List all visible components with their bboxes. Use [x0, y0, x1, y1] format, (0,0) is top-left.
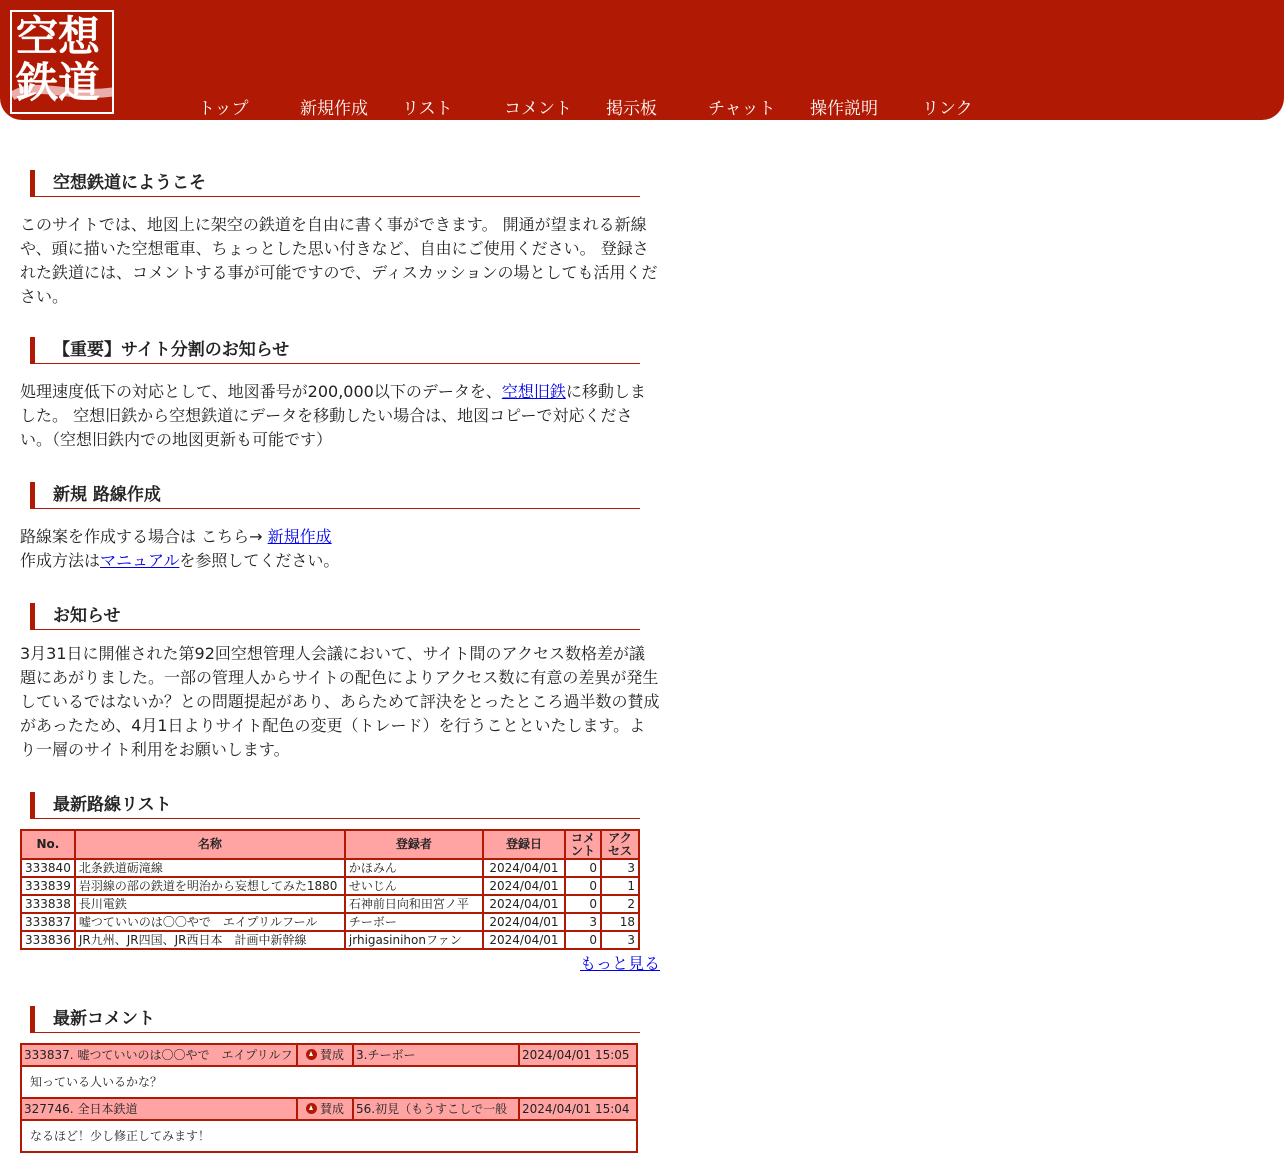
comment-user[interactable]: 56.初見（もうすこしで一般 — [353, 1098, 519, 1120]
news-heading: お知らせ — [30, 603, 640, 630]
route-name[interactable]: JR九州、JR四国、JR西日本 計画中新幹線 — [75, 931, 345, 949]
comment-header-row[interactable] — [21, 1098, 637, 1120]
route-date: 2024/04/01 — [483, 913, 565, 931]
nav-new[interactable]: 新規作成 — [300, 99, 368, 119]
agree-icon — [306, 1049, 317, 1060]
agree-icon — [306, 1103, 317, 1114]
site-header — [0, 0, 1284, 120]
route-user[interactable]: かほみん — [345, 859, 483, 877]
route-user[interactable]: 石神前日向和田宮ノ平 — [345, 895, 483, 913]
latest-routes-table — [20, 829, 640, 950]
nav-list[interactable]: リスト — [402, 99, 453, 119]
logo-text — [16, 14, 112, 106]
route-user[interactable]: チーボー — [345, 913, 483, 931]
split-notice-section — [20, 337, 660, 452]
route-comment-count: 0 — [565, 877, 601, 895]
latest-comments-section — [20, 1006, 660, 1153]
route-access-count: 3 — [601, 859, 639, 877]
col-no: No. — [21, 830, 75, 859]
new-route-line2-before: 作成方法は — [20, 551, 101, 570]
route-name[interactable]: 岩羽線の部の鉄道を明治から妄想してみた1880 — [75, 877, 345, 895]
latest-comments-heading: 最新コメント — [30, 1006, 640, 1033]
col-name: 名称 — [75, 830, 345, 859]
route-name[interactable]: 嘘つていいのは〇〇やで エイプリルフール — [75, 913, 345, 931]
comment-route[interactable]: 327746. 全日本鉄道 — [21, 1098, 297, 1120]
comment-vote — [297, 1098, 353, 1120]
comment-vote — [297, 1044, 353, 1066]
table-row[interactable] — [21, 931, 639, 949]
manual-link[interactable]: マニュアル — [100, 551, 180, 570]
nav-chat[interactable]: チャット — [708, 99, 776, 119]
comment-vote-label: 賛成 — [319, 1102, 344, 1116]
logo-line-1: 空想 — [16, 12, 101, 61]
new-route-heading: 新規 路線作成 — [30, 482, 640, 509]
news-section — [20, 603, 660, 762]
route-comment-count: 0 — [565, 895, 601, 913]
comment-user[interactable]: 3.チーボー — [353, 1044, 519, 1066]
nav-board[interactable]: 掲示板 — [606, 99, 657, 119]
nav-manual[interactable]: 操作説明 — [810, 99, 878, 119]
comment-date: 2024/04/01 15:05 — [519, 1044, 637, 1066]
nav-top[interactable]: トップ — [198, 99, 249, 119]
comment-route[interactable]: 333837. 嘘つていいのは〇〇やで エイプリルフ — [21, 1044, 297, 1066]
split-notice-text-before: 処理速度低下の対応として、地図番号が200,000以下のデータを、 — [20, 382, 502, 401]
route-date: 2024/04/01 — [483, 859, 565, 877]
nav-links[interactable]: リンク — [922, 99, 973, 119]
route-date: 2024/04/01 — [483, 877, 565, 895]
split-notice-text-after: に移動しました。 空想旧鉄から空想鉄道にデータを移動したい場合は、地図コピーで対応ください。（空想旧鉄内での地図更新も可能です） — [20, 382, 646, 449]
welcome-heading: 空想鉄道にようこそ — [30, 170, 640, 197]
new-route-section — [20, 482, 660, 573]
comment-date: 2024/04/01 15:04 — [519, 1098, 637, 1120]
route-no: 333838 — [21, 895, 75, 913]
main-nav — [198, 98, 1024, 120]
route-date: 2024/04/01 — [483, 895, 565, 913]
routes-header-row — [21, 830, 639, 859]
route-comment-count: 0 — [565, 859, 601, 877]
comment-vote-label: 賛成 — [319, 1048, 344, 1062]
col-access: アク セス — [601, 830, 639, 859]
latest-comments-table — [20, 1043, 638, 1153]
route-user[interactable]: jrhigasinihonファン — [345, 931, 483, 949]
table-row[interactable] — [21, 877, 639, 895]
split-notice-heading: 【重要】サイト分割のお知らせ — [30, 337, 640, 364]
route-access-count: 18 — [601, 913, 639, 931]
logo-line-2: 鉄道 — [16, 58, 101, 107]
latest-routes-heading: 最新路線リスト — [30, 792, 640, 819]
table-row[interactable] — [21, 913, 639, 931]
route-access-count: 2 — [601, 895, 639, 913]
news-text: 3月31日に開催された第92回空想管理人会議において、サイト間のアクセス数格差が議題にあがりました。一部の管理人からサイトの配色によりアクセス数に有意の差異が発生しているではないか？との問題提起があり、あらためて評決をとったところ過半数の賛成があったため、4月1日よりサイト配色の変更（トレード）を行うことといたします。より一層のサイト利用をお願いします。 — [20, 644, 660, 759]
new-route-line2-after: を参照してください。 — [179, 551, 340, 570]
route-access-count: 1 — [601, 877, 639, 895]
comment-body: 知っている人いるかな？ — [21, 1066, 637, 1098]
comment-header-row[interactable] — [21, 1044, 637, 1066]
more-routes-link[interactable]: もっと見る — [579, 954, 660, 973]
route-no: 333840 — [21, 859, 75, 877]
table-row[interactable] — [21, 895, 639, 913]
route-date: 2024/04/01 — [483, 931, 565, 949]
route-comment-count: 3 — [565, 913, 601, 931]
nav-comment[interactable]: コメント — [504, 99, 572, 119]
col-comments: コメ ント — [565, 830, 601, 859]
col-user: 登録者 — [345, 830, 483, 859]
old-site-link[interactable]: 空想旧鉄 — [501, 382, 566, 401]
welcome-section — [20, 170, 660, 309]
route-no: 333839 — [21, 877, 75, 895]
new-route-line1: 路線案を作成する場合は こちら→ — [20, 527, 268, 546]
route-name[interactable]: 北条鉄道砺滝線 — [75, 859, 345, 877]
split-notice-text — [20, 380, 660, 452]
comment-body: なるほど！少し修正してみます！ — [21, 1120, 637, 1152]
route-access-count: 3 — [601, 931, 639, 949]
new-route-text — [20, 525, 660, 573]
latest-routes-section — [20, 792, 660, 976]
route-comment-count: 0 — [565, 931, 601, 949]
table-row[interactable] — [21, 859, 639, 877]
comment-body-row — [21, 1066, 637, 1098]
route-no: 333836 — [21, 931, 75, 949]
more-routes — [20, 952, 660, 976]
col-date: 登録日 — [483, 830, 565, 859]
welcome-text: このサイトでは、地図上に架空の鉄道を自由に書く事ができます。 開通が望まれる新線や、頭に描いた空想電車、ちょっとした思い付きなど、自由にご使用ください。 登録された鉄道には、コメントする事が可能ですので、ディスカッションの場としても活用ください。 — [20, 215, 658, 306]
site-logo[interactable] — [10, 10, 114, 114]
route-name[interactable]: 長川電鉄 — [75, 895, 345, 913]
route-user[interactable]: せいじん — [345, 877, 483, 895]
main-content — [20, 170, 660, 1153]
comment-body-row — [21, 1120, 637, 1152]
create-new-link[interactable]: 新規作成 — [267, 527, 332, 546]
route-no: 333837 — [21, 913, 75, 931]
